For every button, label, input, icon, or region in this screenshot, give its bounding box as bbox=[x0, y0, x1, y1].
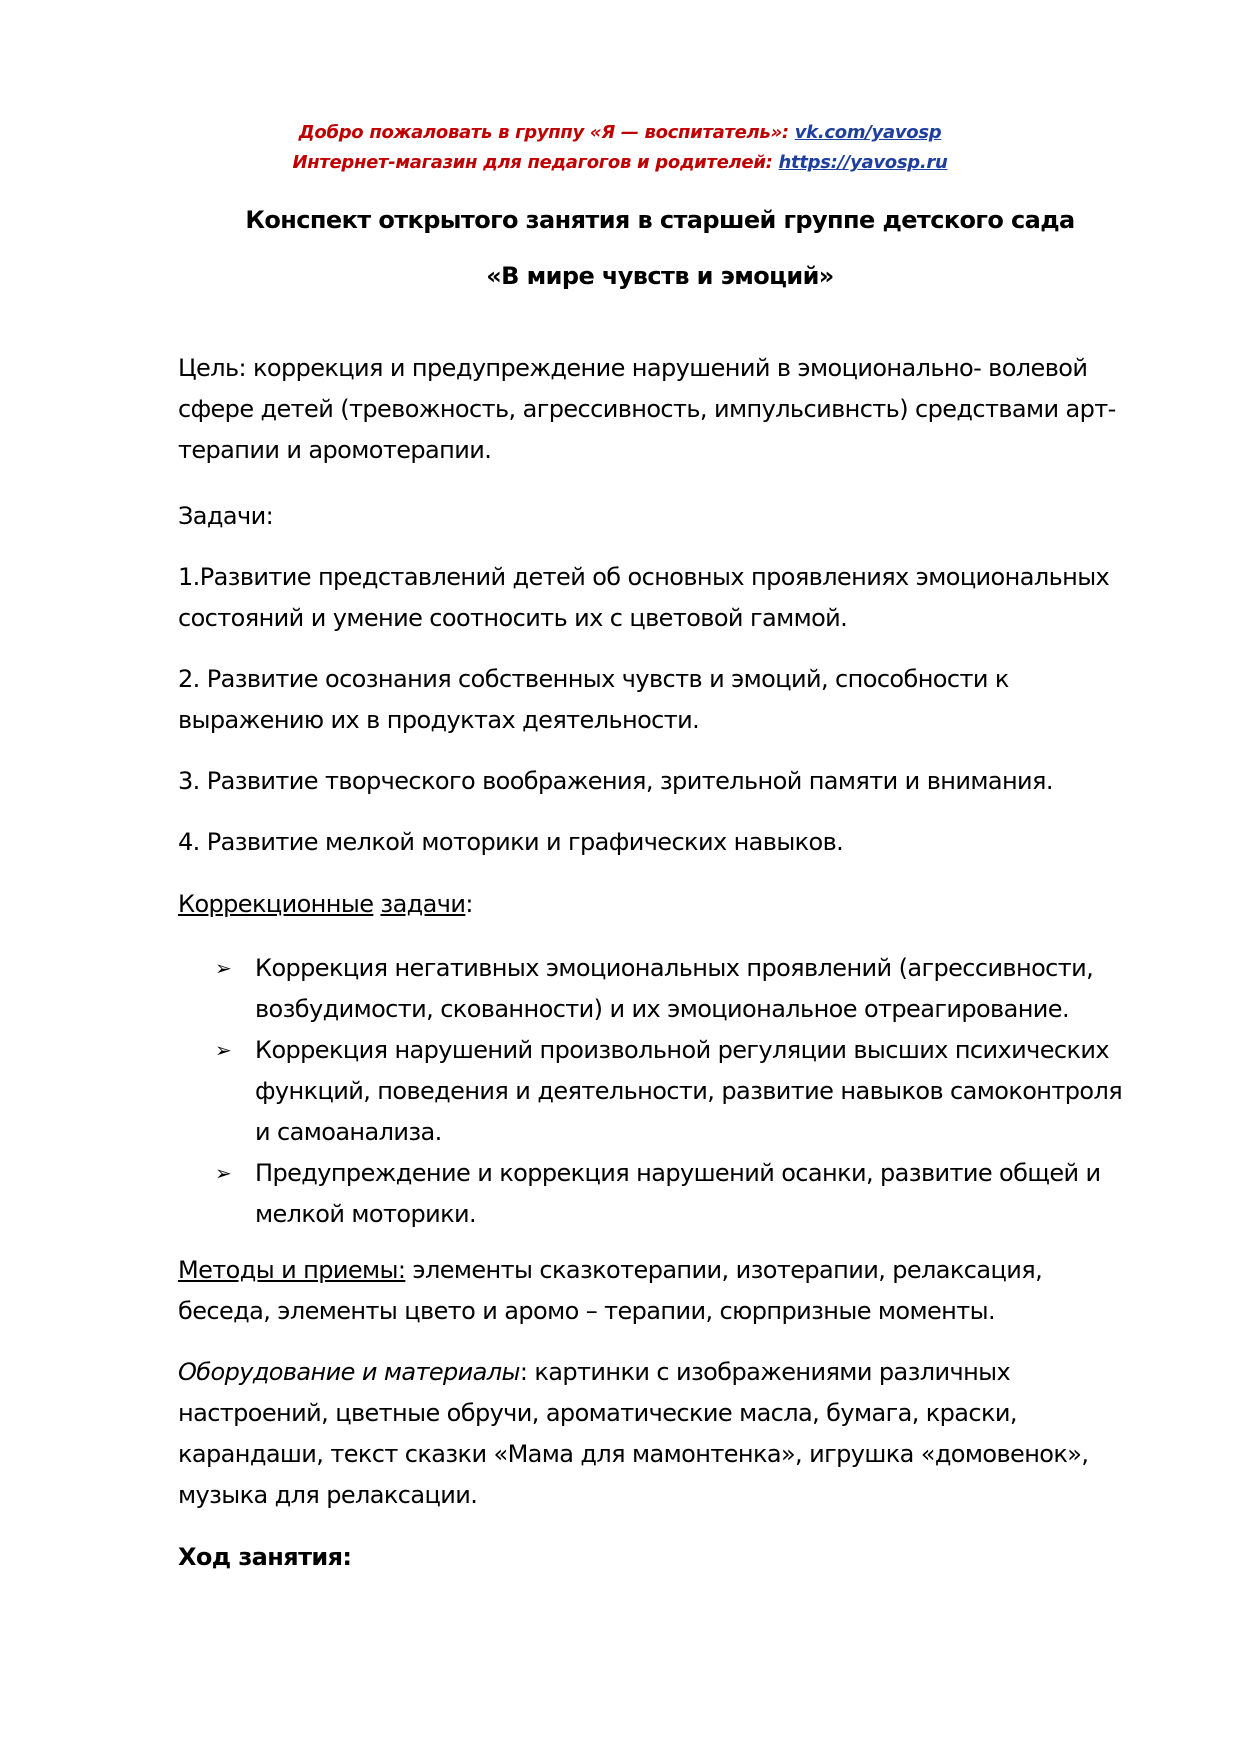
goal-line: терапии и аромотерапии. bbox=[178, 436, 492, 464]
equipment-line: музыка для релаксации. bbox=[178, 1481, 478, 1509]
list-item-line: Коррекция нарушений произвольной регуляции высших психических bbox=[255, 1036, 1109, 1064]
list-item bbox=[178, 1153, 1138, 1235]
correction-label-word1: Коррекционные bbox=[178, 890, 374, 918]
header-line-shop bbox=[0, 148, 1240, 178]
goal-line: Цель: коррекция и предупреждение нарушений в эмоционально- волевой bbox=[178, 354, 1088, 382]
list-item-line: функций, поведения и деятельности, развитие навыков самоконтроля bbox=[255, 1077, 1123, 1105]
equipment-line: карандаши, текст сказки «Мама для мамонтенка», игрушка «домовенок», bbox=[178, 1440, 1089, 1468]
vk-group-link[interactable]: vk.com/yavosp bbox=[794, 122, 942, 143]
shop-link[interactable]: https://yavosp.ru bbox=[778, 152, 948, 173]
methods-text: элементы сказкотерапии, изотерапии, релаксация, bbox=[405, 1256, 1043, 1284]
equipment-line bbox=[178, 1352, 1138, 1393]
arrow-bullet-icon: ➢ bbox=[215, 1038, 232, 1062]
correction-label-colon: : bbox=[465, 890, 473, 918]
list-item bbox=[178, 1030, 1138, 1153]
methods-label: Методы и приемы: bbox=[178, 1256, 406, 1284]
methods-paragraph bbox=[178, 1250, 1138, 1332]
equipment-text: : картинки с изображениями различных bbox=[519, 1358, 1011, 1386]
equipment-label: Оборудование и материалы bbox=[178, 1358, 520, 1386]
task-2 bbox=[178, 659, 1138, 741]
task-line: 1.Развитие представлений детей об основных проявлениях эмоциональных bbox=[178, 563, 1110, 591]
header-banner bbox=[0, 118, 1240, 178]
correction-label-word2: задачи bbox=[380, 890, 466, 918]
arrow-bullet-icon: ➢ bbox=[215, 1161, 232, 1185]
correction-list bbox=[178, 948, 1138, 1235]
task-line: состояний и умение соотносить их с цветовой гаммой. bbox=[178, 604, 848, 632]
goal-line: сфере детей (тревожность, агрессивность, импульсивнсть) средствами арт- bbox=[178, 395, 1116, 423]
methods-line: беседа, элементы цвето и аромо – терапии, сюрпризные моменты. bbox=[178, 1297, 996, 1325]
header-shop-text: Интернет-магазин для педагогов и родителей: bbox=[292, 152, 779, 173]
task-line: 2. Развитие осознания собственных чувств и эмоций, способности к bbox=[178, 665, 1009, 693]
list-item-line: Коррекция негативных эмоциональных проявлений (агрессивности, bbox=[255, 954, 1094, 982]
list-item bbox=[178, 948, 1138, 1030]
list-item-line: возбудимости, скованности) и их эмоциональное отреагирование. bbox=[255, 995, 1069, 1023]
task-1 bbox=[178, 557, 1138, 639]
equipment-paragraph bbox=[178, 1352, 1138, 1516]
methods-line bbox=[178, 1250, 1138, 1291]
task-4: 4. Развитие мелкой моторики и графических навыков. bbox=[178, 828, 844, 856]
task-line: выражению их в продуктах деятельности. bbox=[178, 706, 700, 734]
arrow-bullet-icon: ➢ bbox=[215, 956, 232, 980]
header-line-vk bbox=[0, 118, 1240, 148]
task-3: 3. Развитие творческого воображения, зрительной памяти и внимания. bbox=[178, 767, 1053, 795]
correction-heading bbox=[178, 884, 1138, 925]
tasks-label: Задачи: bbox=[178, 502, 274, 530]
list-item-line: и самоанализа. bbox=[255, 1118, 442, 1146]
header-welcome-text: Добро пожаловать в группу «Я — воспитатель»: bbox=[298, 122, 795, 143]
document-subtitle: «В мире чувств и эмоций» bbox=[486, 262, 834, 290]
equipment-line: настроений, цветные обручи, ароматические масла, бумага, краски, bbox=[178, 1399, 1017, 1427]
document-title: Конспект открытого занятия в старшей группе детского сада bbox=[245, 206, 1075, 234]
goal-paragraph bbox=[178, 348, 1138, 471]
list-item-line: Предупреждение и коррекция нарушений осанки, развитие общей и bbox=[255, 1159, 1101, 1187]
lesson-progress-heading: Ход занятия: bbox=[178, 1543, 352, 1571]
list-item-line: мелкой моторики. bbox=[255, 1200, 477, 1228]
